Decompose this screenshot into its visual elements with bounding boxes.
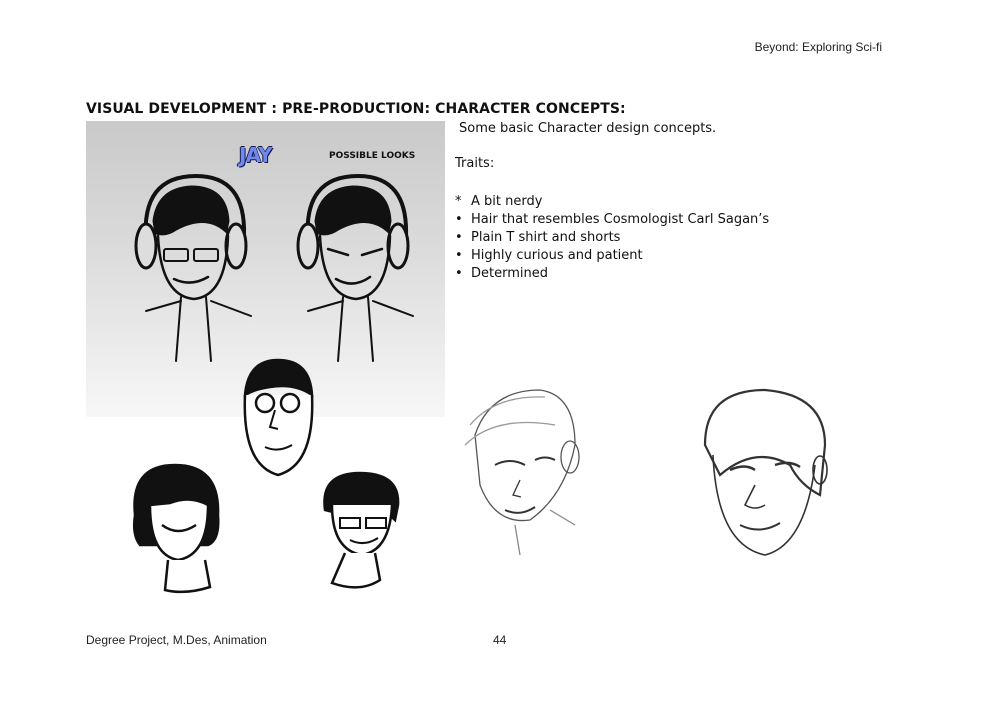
jay-rough-sketch-left bbox=[465, 390, 579, 555]
header-book-title: Beyond: Exploring Sci-fi bbox=[754, 40, 882, 54]
trait-text: Plain T shirt and shorts bbox=[471, 230, 621, 245]
trait-item bbox=[455, 247, 769, 265]
possible-looks-caption: POSSIBLE LOOKS bbox=[329, 151, 416, 161]
trait-marker: • bbox=[455, 266, 463, 281]
jay-round-glasses-sketch bbox=[245, 360, 312, 475]
trait-text: Hair that resembles Cosmologist Carl Sagan’s bbox=[471, 212, 770, 227]
section-title: VISUAL DEVELOPMENT : PRE-PRODUCTION: CHARACTER CONCEPTS: bbox=[86, 101, 626, 117]
jay-rectangular-glasses-sketch bbox=[324, 473, 398, 587]
trait-marker: • bbox=[455, 212, 463, 227]
jay-bob-hair-sketch bbox=[134, 465, 218, 592]
trait-item bbox=[455, 265, 769, 283]
description-intro: Some basic Character design concepts. bbox=[459, 121, 717, 136]
traits-list bbox=[455, 193, 769, 283]
trait-text: Highly curious and patient bbox=[471, 248, 643, 263]
trait-item bbox=[455, 229, 769, 247]
trait-marker: • bbox=[455, 248, 463, 263]
ink-character-sketches bbox=[120, 355, 420, 605]
footer-degree-text: Degree Project, M.Des, Animation bbox=[86, 633, 267, 647]
trait-item bbox=[455, 193, 769, 211]
page-number: 44 bbox=[493, 633, 507, 647]
trait-marker: * bbox=[455, 194, 462, 209]
trait-text: A bit nerdy bbox=[471, 194, 543, 209]
pencil-character-sketches bbox=[455, 385, 855, 565]
character-description bbox=[455, 120, 769, 283]
jay-rough-sketch-right bbox=[705, 390, 827, 555]
jay-headphones-sketch-right bbox=[298, 176, 413, 361]
character-name-logo: JAY bbox=[239, 143, 272, 167]
jay-headphones-sketch-left bbox=[136, 176, 251, 361]
trait-item bbox=[455, 211, 769, 229]
trait-marker: • bbox=[455, 230, 463, 245]
trait-text: Determined bbox=[471, 266, 548, 281]
traits-heading: Traits: bbox=[455, 156, 495, 171]
